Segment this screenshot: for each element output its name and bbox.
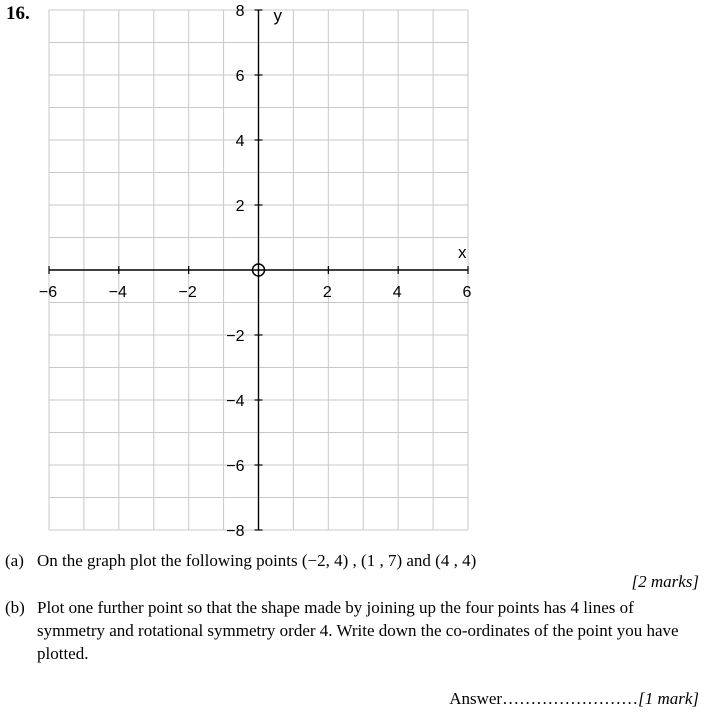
y-tick-label: 2	[235, 198, 245, 215]
part-b-text: Plot one further point so that the shape made by joining up the four points has 4 lines of symmetry and rotational symmetry order 4. Write down the co-ordinates of the point you have plotted.	[37, 598, 679, 663]
x-tick-label: 6	[462, 284, 472, 301]
y-tick-label: −8	[226, 523, 245, 540]
x-axis-label: x	[458, 243, 467, 262]
question-part-a	[5, 549, 695, 573]
part-b-label: (b)	[5, 598, 25, 617]
x-tick-label: 2	[322, 284, 332, 301]
answer-dots[interactable]: ……………………	[502, 689, 639, 708]
y-axis-label: y	[273, 6, 282, 25]
tick-labels	[39, 3, 472, 540]
part-a-label: (a)	[5, 551, 24, 570]
x-tick-label: −2	[178, 284, 197, 301]
y-tick-label: −4	[226, 393, 245, 410]
axes	[49, 10, 468, 530]
question-part-b	[5, 596, 695, 668]
answer-label: Answer	[449, 689, 503, 708]
y-tick-label: −6	[226, 458, 245, 475]
part-a-text: On the graph plot the following points (−2, 4) , (1 , 7) and (4 , 4)	[37, 551, 477, 570]
question-number: 16.	[6, 3, 30, 24]
answer-marks: [1 mark]	[638, 689, 699, 708]
y-tick-label: −2	[226, 328, 245, 345]
x-tick-label: −6	[38, 284, 58, 301]
y-tick-label: 6	[235, 68, 245, 85]
x-tick-label: 4	[392, 284, 402, 301]
y-tick-label: 8	[235, 3, 245, 20]
answer-line	[449, 689, 699, 709]
part-a-marks: [2 marks]	[631, 572, 699, 591]
x-tick-label: −4	[108, 284, 127, 301]
y-tick-label: 4	[235, 133, 245, 150]
